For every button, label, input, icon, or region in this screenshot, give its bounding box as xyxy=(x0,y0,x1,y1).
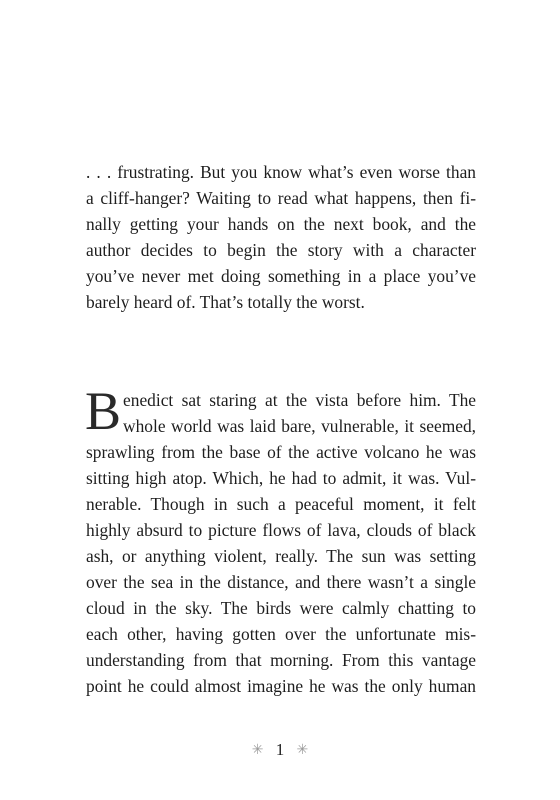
text-line: nerable. Though in such a peaceful moment, it felt xyxy=(86,494,476,514)
text-line: over the sea in the distance, and there wasn’t a single xyxy=(86,572,476,592)
text-line: a cliff-hanger? Waiting to read what happens, then fi- xyxy=(86,188,476,208)
text-line: you’ve never met doing something in a place you’ve xyxy=(86,266,476,286)
text-line: barely heard of. That’s totally the worst. xyxy=(86,292,365,312)
text-line: understanding from that morning. From this vantage xyxy=(86,650,476,670)
text-line: point he could almost imagine he was the only human xyxy=(86,676,476,696)
page-footer xyxy=(0,740,560,760)
drop-cap: B xyxy=(85,381,122,441)
asterisk-ornament-icon: ✳ xyxy=(296,743,309,758)
text-line: each other, having gotten over the unfortunate mis- xyxy=(86,624,476,644)
text-line: whole world was laid bare, vulnerable, it seemed, xyxy=(123,416,476,436)
text-line: enedict sat staring at the vista before him. The xyxy=(123,390,476,410)
text-line: author decides to begin the story with a character xyxy=(86,240,476,260)
drop-cap-lines xyxy=(123,387,476,439)
text-line: nally getting your hands on the next book, and the xyxy=(86,214,476,234)
text-line: . . . frustrating. But you know what’s even worse than xyxy=(86,162,476,182)
asterisk-ornament-icon: ✳ xyxy=(251,743,264,758)
text-line: sprawling from the base of the active volcano he was xyxy=(86,442,476,462)
text-line: cloud in the sky. The birds were calmly chatting to xyxy=(86,598,476,618)
intro-paragraph xyxy=(86,159,476,315)
text-line: highly absurd to picture flows of lava, clouds of black xyxy=(86,520,476,540)
text-line: ash, or anything violent, really. The sun was setting xyxy=(86,546,476,566)
page-number: 1 xyxy=(275,740,285,759)
text-line: sitting high atop. Which, he had to admit, it was. Vul- xyxy=(86,468,476,488)
chapter-paragraph xyxy=(85,381,476,699)
